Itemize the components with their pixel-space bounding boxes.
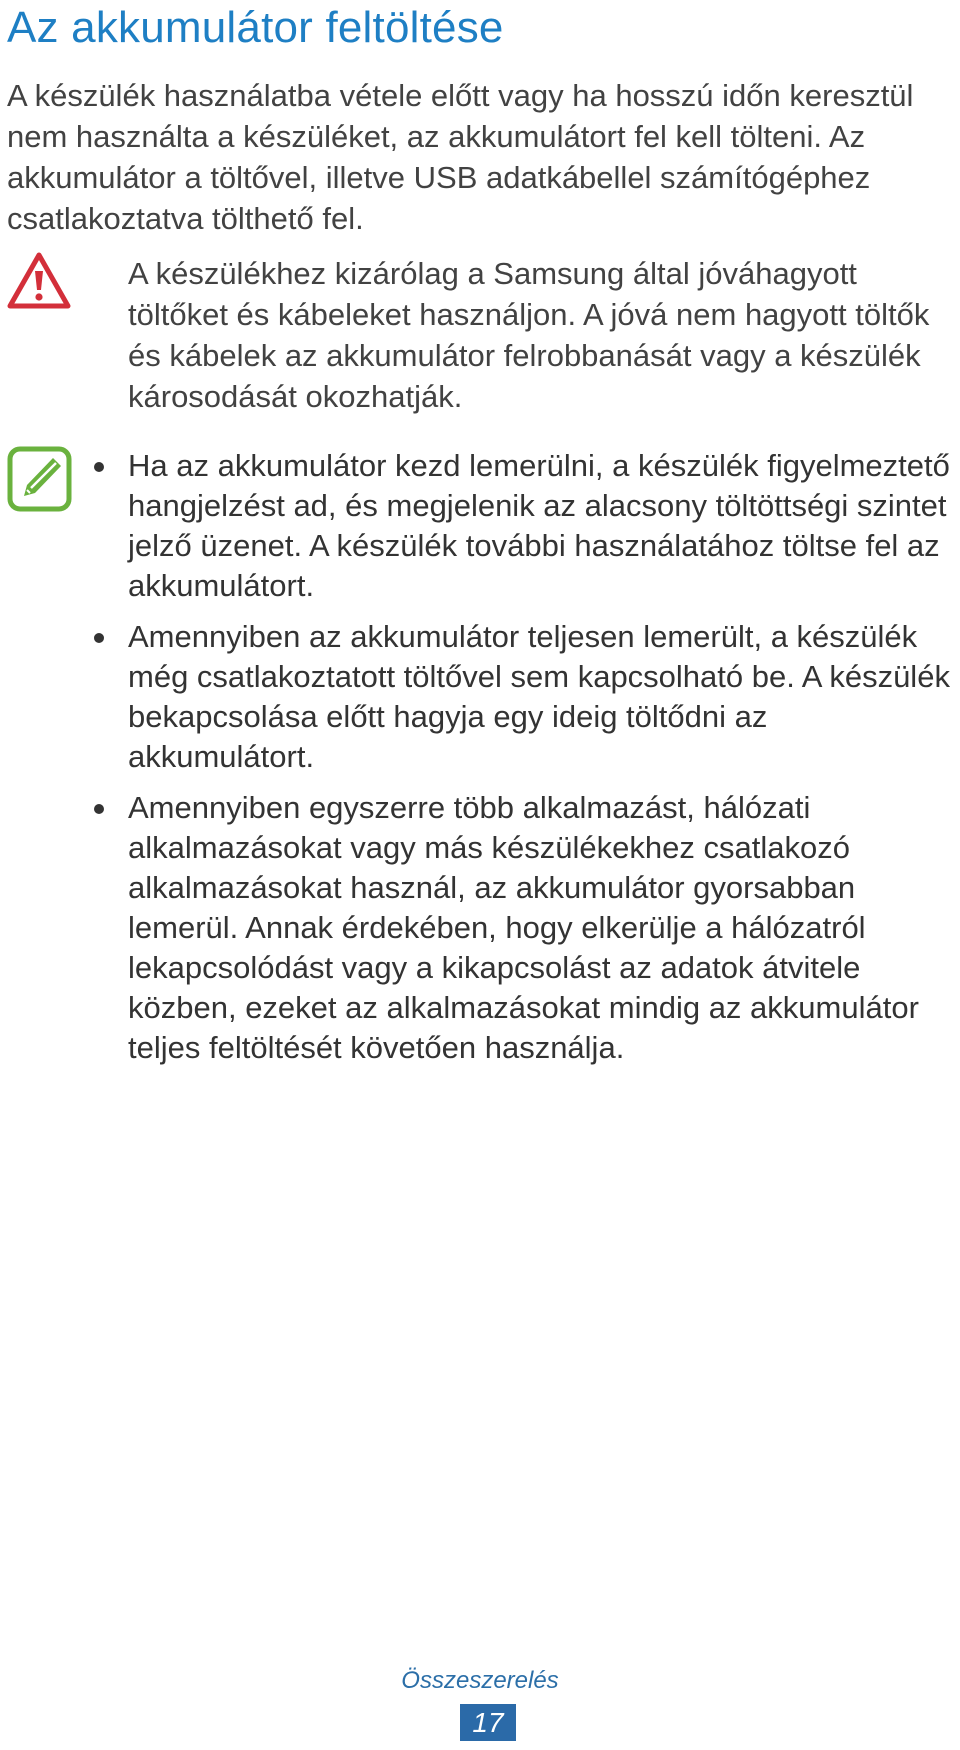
intro-paragraph: A készülék használatba vétele előtt vagy ha hosszú időn keresztül nem használta a készüléket, az akkumulátort fel kell tölteni. Az akkumulátor a töltővel, illetve USB adatkábellel számítógéphez csatlakoztatva tölthető fel. [7,78,914,236]
list-item [94,446,958,606]
list-item [94,788,958,1068]
bullet-dot [94,633,104,643]
footer-section-title: Összeszerelés [401,1667,559,1694]
note-bullet-list [94,446,958,1079]
warning-text: A készülékhez kizárólag a Samsung által jóváhagyott töltőket és kábeleket használjon. A jóvá nem hagyott töltők és kábelek az akkumulátor felrobbanását vagy a készülék károsodását okozhatják. [128,256,930,414]
list-item [94,617,958,777]
page-number: 17 [460,1704,516,1741]
page-title: Az akkumulátor feltöltése [7,3,504,52]
list-item-text: Amennyiben az akkumulátor teljesen lemerült, a készülék még csatlakoztatott töltővel sem kapcsolható be. A készülék bekapcsolása előtt hagyja egy ideig töltődni az akkumulátort. [128,619,950,774]
list-item-text: Ha az akkumulátor kezd lemerülni, a készülék figyelmeztető hangjelzést ad, és megjelenik az alacsony töltöttségi szintet jelző üzenet. A készülék további használatához töltse fel az akkumulátort. [128,448,950,603]
warning-triangle-icon [7,252,71,310]
note-pencil-icon [7,446,72,512]
bullet-dot [94,462,104,472]
bullet-dot [94,804,104,814]
list-item-text: Amennyiben egyszerre több alkalmazást, hálózati alkalmazásokat vagy más készülékekhez csatlakozó alkalmazásokat használ, az akkumulátor gyorsabban lemerül. Annak érdekében, hogy elkerülje a hálózatról lekapcsolódást vagy a kikapcsolást az adatok átvitele közben, ezeket az alkalmazásokat mindig az akkumulátor teljes feltöltését követően használja. [128,790,919,1065]
